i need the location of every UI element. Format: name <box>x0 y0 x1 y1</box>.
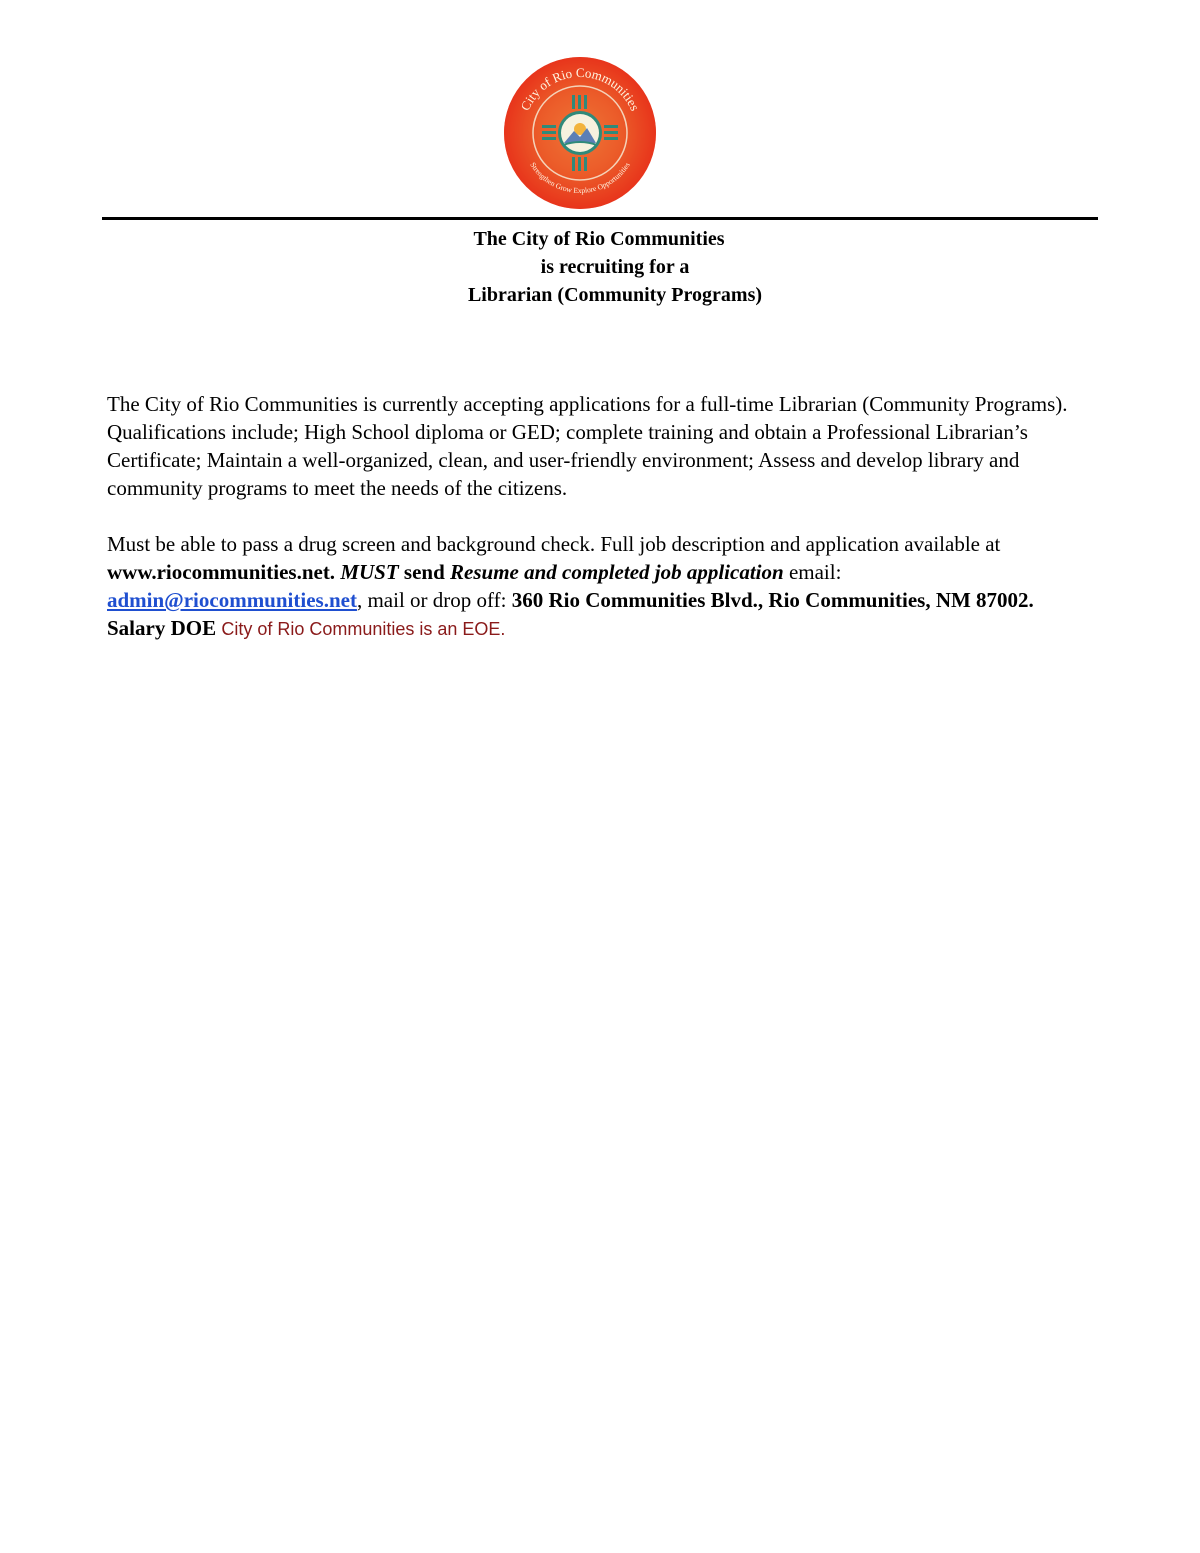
address-text: 360 Rio Communities Blvd., Rio Communities, NM 87002. Salary DOE <box>107 588 1034 640</box>
heading-line-3: Librarian (Community Programs) <box>467 284 763 306</box>
city-seal-logo <box>502 55 658 211</box>
seal-bottom-text: Strengthen Grow Explore Opportunities <box>528 160 632 196</box>
city-seal-graphic <box>502 55 658 211</box>
job-heading <box>0 225 1200 309</box>
email-label: email: <box>783 560 842 584</box>
resume-phrase: Resume and completed job application <box>450 560 784 584</box>
email-link[interactable]: admin@riocommunities.net <box>107 588 357 612</box>
website-text: www.riocommunities.net. <box>107 560 336 584</box>
send-text: send <box>398 560 451 584</box>
seal-top-text: City of Rio Communities <box>517 64 643 113</box>
job-description <box>107 390 1097 643</box>
mail-text: , mail or drop off: <box>356 588 512 612</box>
heading-line-1: The City of Rio Communities <box>473 228 725 250</box>
qualifications-paragraph: The City of Rio Communities is currently accepting applications for a full-time Librarian (Community Programs). Qualifications include; High School diploma or GED; complete training and obtain a Professional Librarian’s Certificate; Maintain a well-organized, clean, and user-friendly environment; Assess and develop library and community programs to meet the needs of the citizens. <box>107 392 1068 500</box>
application-paragraph <box>107 530 1097 643</box>
heading-line-2: is recruiting for a <box>540 256 690 278</box>
header-divider <box>102 217 1098 220</box>
eoe-statement: City of Rio Communities is an EOE. <box>221 619 506 639</box>
application-intro-text: Must be able to pass a drug screen and background check. Full job description and application available at <box>107 532 1001 556</box>
must-text: MUST <box>340 560 399 584</box>
